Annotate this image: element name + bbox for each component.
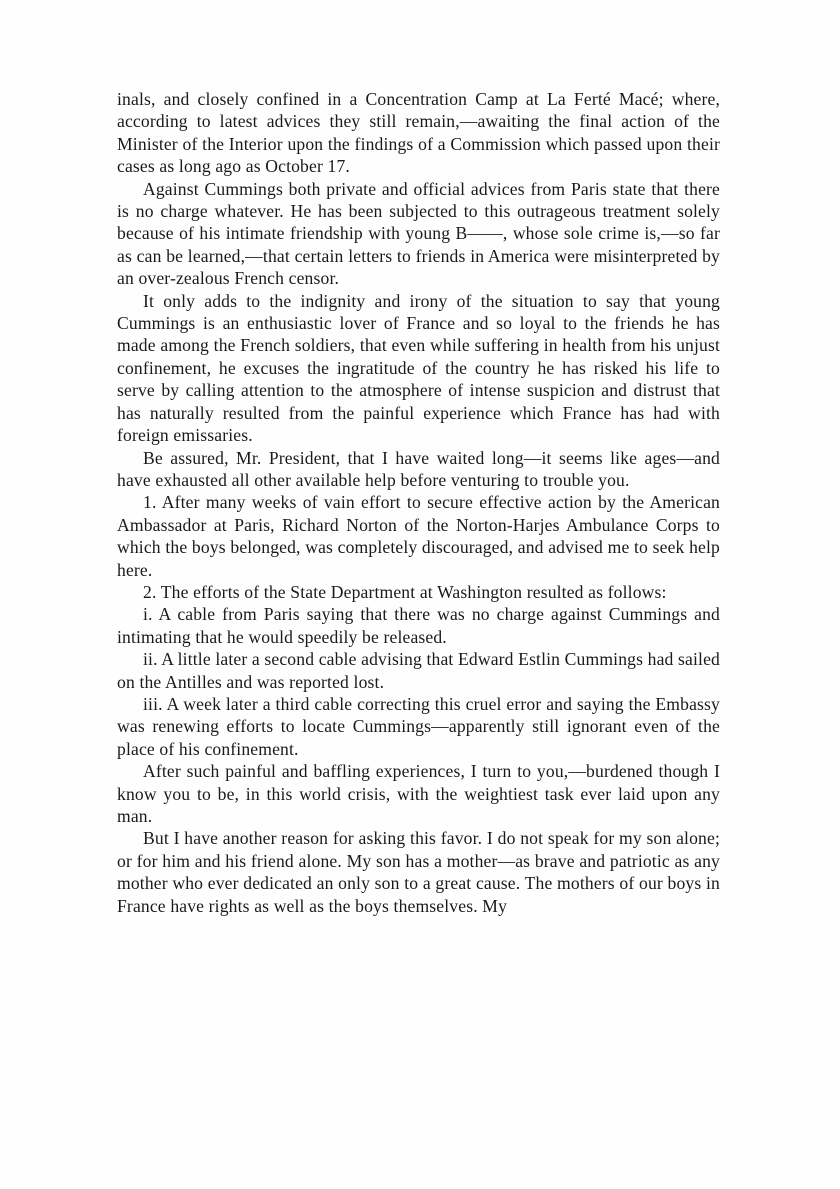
- paragraph: After such painful and baffling experiences, I turn to you,—burdened though I know you to be, in this world crisis, with the weightiest task ever laid upon any man.: [117, 761, 720, 826]
- paragraph: But I have another reason for asking this favor. I do not speak for my son alone; or for him and his friend alone. My son has a mother—as brave and patriotic as any mother who ever dedicated an only son to a great cause. The mothers of our boys in France have rights as well as the boys themselves. My: [117, 828, 720, 916]
- letter-body: [117, 88, 720, 917]
- paragraph: Be assured, Mr. President, that I have waited long—it seems like ages—and have exhausted all other available help before venturing to trouble you.: [117, 447, 720, 490]
- paragraph-continued: inals, and closely confined in a Concentration Camp at La Ferté Macé; where, according to latest advices they still remain,—awaiting the final action of the Minister of the Interior upon the findings of a Commission which passed upon their cases as long ago as October 17.: [117, 89, 720, 177]
- paragraph: It only adds to the indignity and irony of the situation to say that young Cummings is an enthusiastic lover of France and so loyal to the friends he has made among the French soldiers, that even while suffering in health from his unjust confinement, he excuses the ingratitude of the country he has risked his life to serve by calling attention to the atmosphere of intense suspicion and distrust that has naturally resulted from the painful experience which France has had with foreign emissaries.: [117, 290, 720, 446]
- roman-item: ii. A little later a second cable advising that Edward Estlin Cummings had sailed on the Antilles and was reported lost.: [117, 649, 720, 692]
- roman-item: i. A cable from Paris saying that there was no charge against Cummings and intimating that he would speedily be released.: [117, 604, 720, 647]
- paragraph: Against Cummings both private and official advices from Paris state that there is no charge whatever. He has been subjected to this outrageous treatment solely because of his intimate friendship with young B——, whose sole crime is,—so far as can be learned,—that certain letters to friends in America were misinterpreted by an over-zealous French censor.: [117, 178, 720, 289]
- roman-item: iii. A week later a third cable correcting this cruel error and saying the Embassy was renewing efforts to locate Cummings—apparently still ignorant even of the place of his confinement.: [117, 693, 720, 759]
- numbered-item: 2. The efforts of the State Department at Washington resulted as follows:: [143, 581, 667, 602]
- numbered-item: 1. After many weeks of vain effort to secure effective action by the American Ambassador at Paris, Richard Norton of the Norton-Harjes Ambulance Corps to which the boys belonged, was completely discouraged, and advised me to seek help here.: [117, 492, 720, 580]
